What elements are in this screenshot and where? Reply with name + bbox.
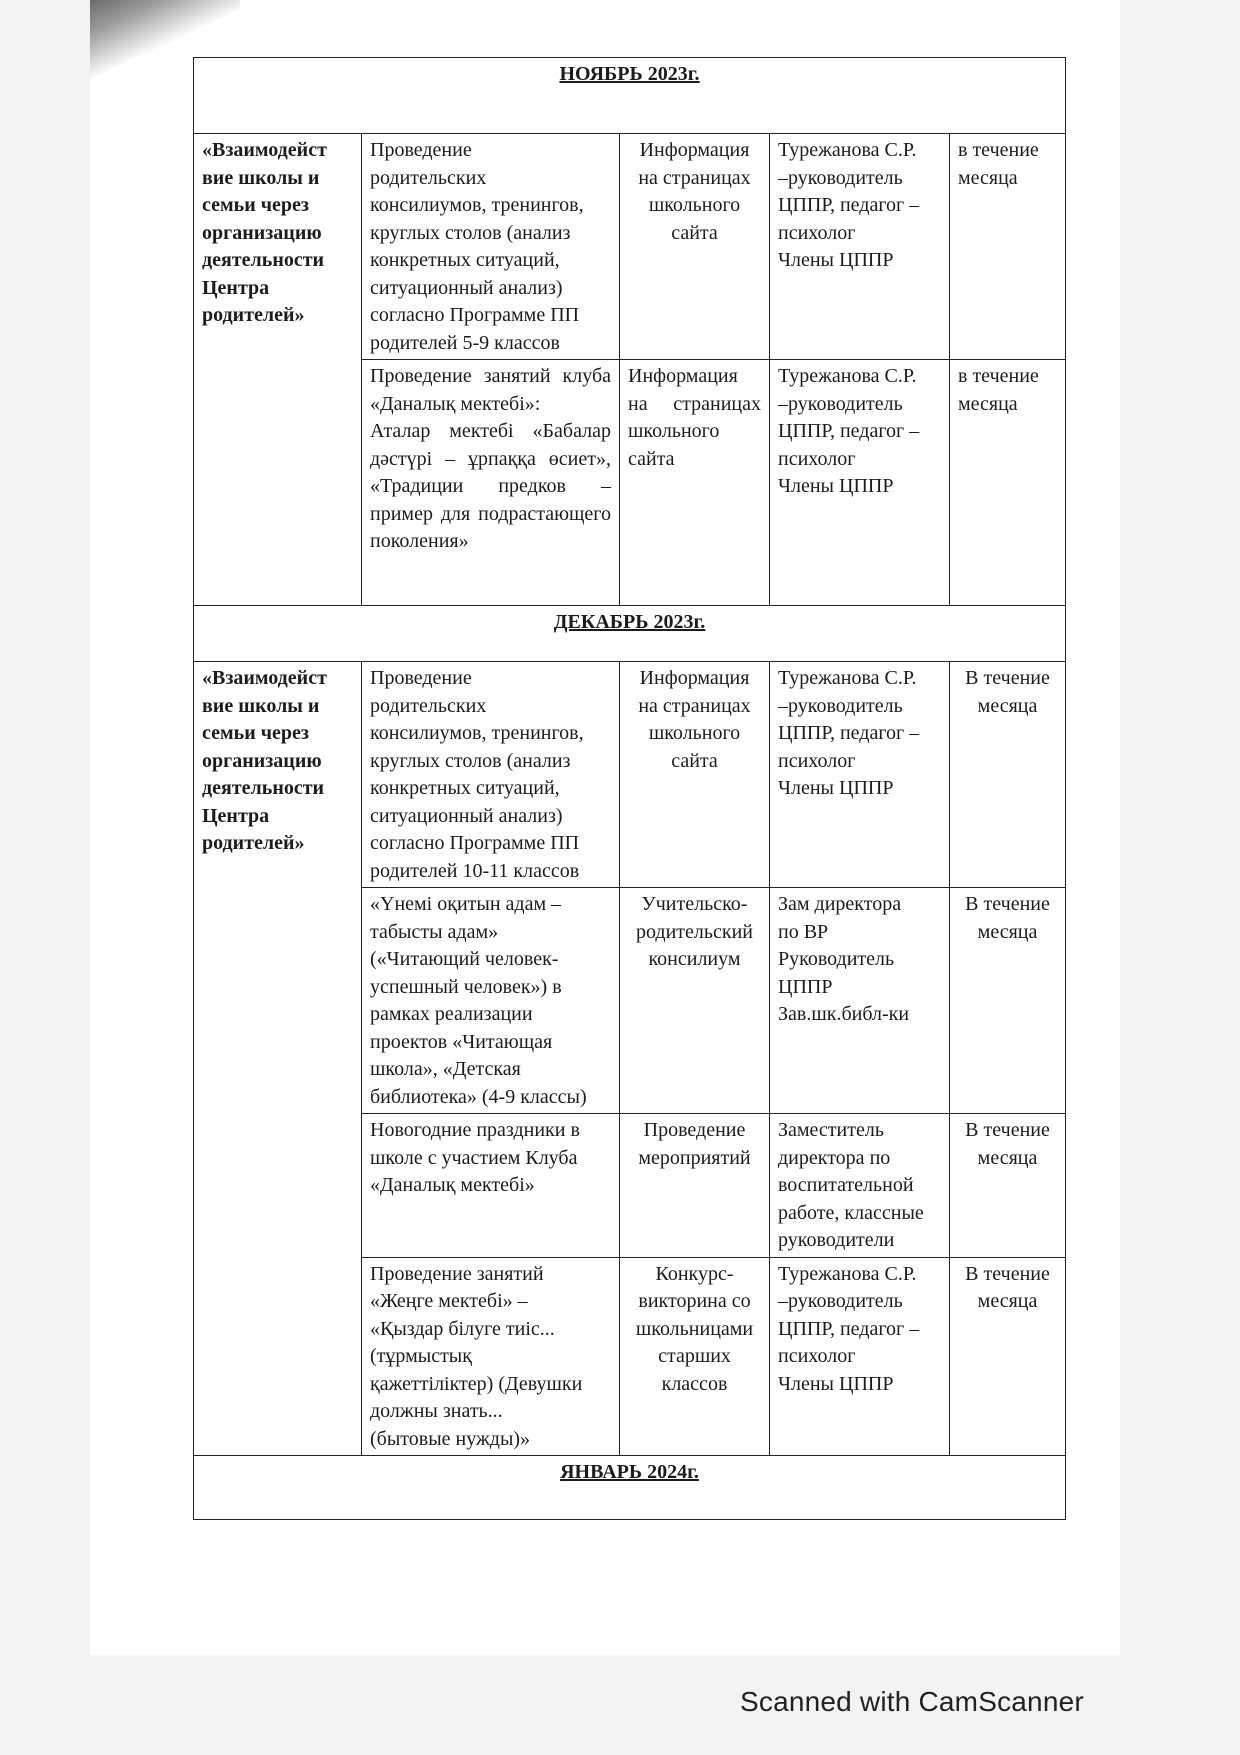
form-cell: Учительско- родительский консилиум <box>620 888 770 1114</box>
deadline-cell: В течение месяца <box>950 1257 1066 1456</box>
event-cell: Новогодние праздники в школе с участием Клуба «Даналық мектебі» <box>362 1114 620 1258</box>
table-row <box>194 662 1066 888</box>
event-cell: Проведение родительских консилиумов, тренингов, круглых столов (анализ конкретных ситуаций, ситуационный анализ) согласно Программе ПП родителей 5-9 классов <box>362 134 620 360</box>
event-cell: Проведение занятий «Жеңге мектебі» – «Қыздар білуге тиіс... (тұрмыстық қажеттіліктер) (Девушки должны знать... (бытовые нужды)» <box>362 1257 620 1456</box>
month-label: НОЯБРЬ 2023г. <box>559 63 700 85</box>
event-cell: Проведение занятий клуба «Даналық мектебі»: Аталар мектебі «Бабалар дәстүрі – ұрпаққа өсиет», «Традиции предков – пример для подрастающего поколения» <box>362 360 620 606</box>
deadline-cell: В течение месяца <box>950 1114 1066 1258</box>
month-heading-december <box>194 606 1066 662</box>
deadline-cell: В течение месяца <box>950 662 1066 888</box>
month-label: ДЕКАБРЬ 2023г. <box>553 611 706 633</box>
responsible-cell: Турежанова С.Р. –руководитель ЦППР, педагог – психолог Члены ЦППР <box>770 662 950 888</box>
responsible-cell: Зам директора по ВР Руководитель ЦППР Зав.шк.библ-ки <box>770 888 950 1114</box>
month-row-november <box>194 58 1066 134</box>
month-label: ЯНВАРЬ 2024г. <box>560 1461 699 1483</box>
responsible-cell: Турежанова С.Р. –руководитель ЦППР, педагог – психолог Члены ЦППР <box>770 360 950 606</box>
responsible-cell: Турежанова С.Р. –руководитель ЦППР, педагог – психолог Члены ЦППР <box>770 134 950 360</box>
form-cell: Проведение мероприятий <box>620 1114 770 1258</box>
deadline-cell: в течение месяца <box>950 360 1066 606</box>
event-cell: Проведение родительских консилиумов, тренингов, круглых столов (анализ конкретных ситуаций, ситуационный анализ) согласно Программе ПП родителей 10-11 классов <box>362 662 620 888</box>
month-heading-november <box>194 58 1066 134</box>
month-row-january <box>194 1456 1066 1520</box>
event-plan-table <box>193 57 1066 1520</box>
form-cell: Конкурс- викторина со школьницами старших классов <box>620 1257 770 1456</box>
responsible-cell: Турежанова С.Р. –руководитель ЦППР, педагог – психолог Члены ЦППР <box>770 1257 950 1456</box>
deadline-cell: В течение месяца <box>950 888 1066 1114</box>
event-cell: «Үнемі оқитын адам – табысты адам» («Читающий человек- успешный человек») в рамках реализации проектов «Читающая школа», «Детская библиотека» (4-9 классы) <box>362 888 620 1114</box>
month-heading-january <box>194 1456 1066 1520</box>
camscanner-watermark: Scanned with CamScanner <box>740 1686 1084 1717</box>
form-cell: Информация на страницах школьного сайта <box>620 134 770 360</box>
responsible-cell: Заместитель директора по воспитательной работе, классные руководители <box>770 1114 950 1258</box>
table-row <box>194 134 1066 360</box>
theme-cell: «Взаимодейст вие школы и семьи через организацию деятельности Центра родителей» <box>194 662 362 1456</box>
theme-cell: «Взаимодейст вие школы и семьи через организацию деятельности Центра родителей» <box>194 134 362 606</box>
form-cell: Информация на страницах школьного сайта <box>620 662 770 888</box>
form-cell: Информация на страницах школьного сайта <box>620 360 770 606</box>
month-row-december <box>194 606 1066 662</box>
deadline-cell: в течение месяца <box>950 134 1066 360</box>
